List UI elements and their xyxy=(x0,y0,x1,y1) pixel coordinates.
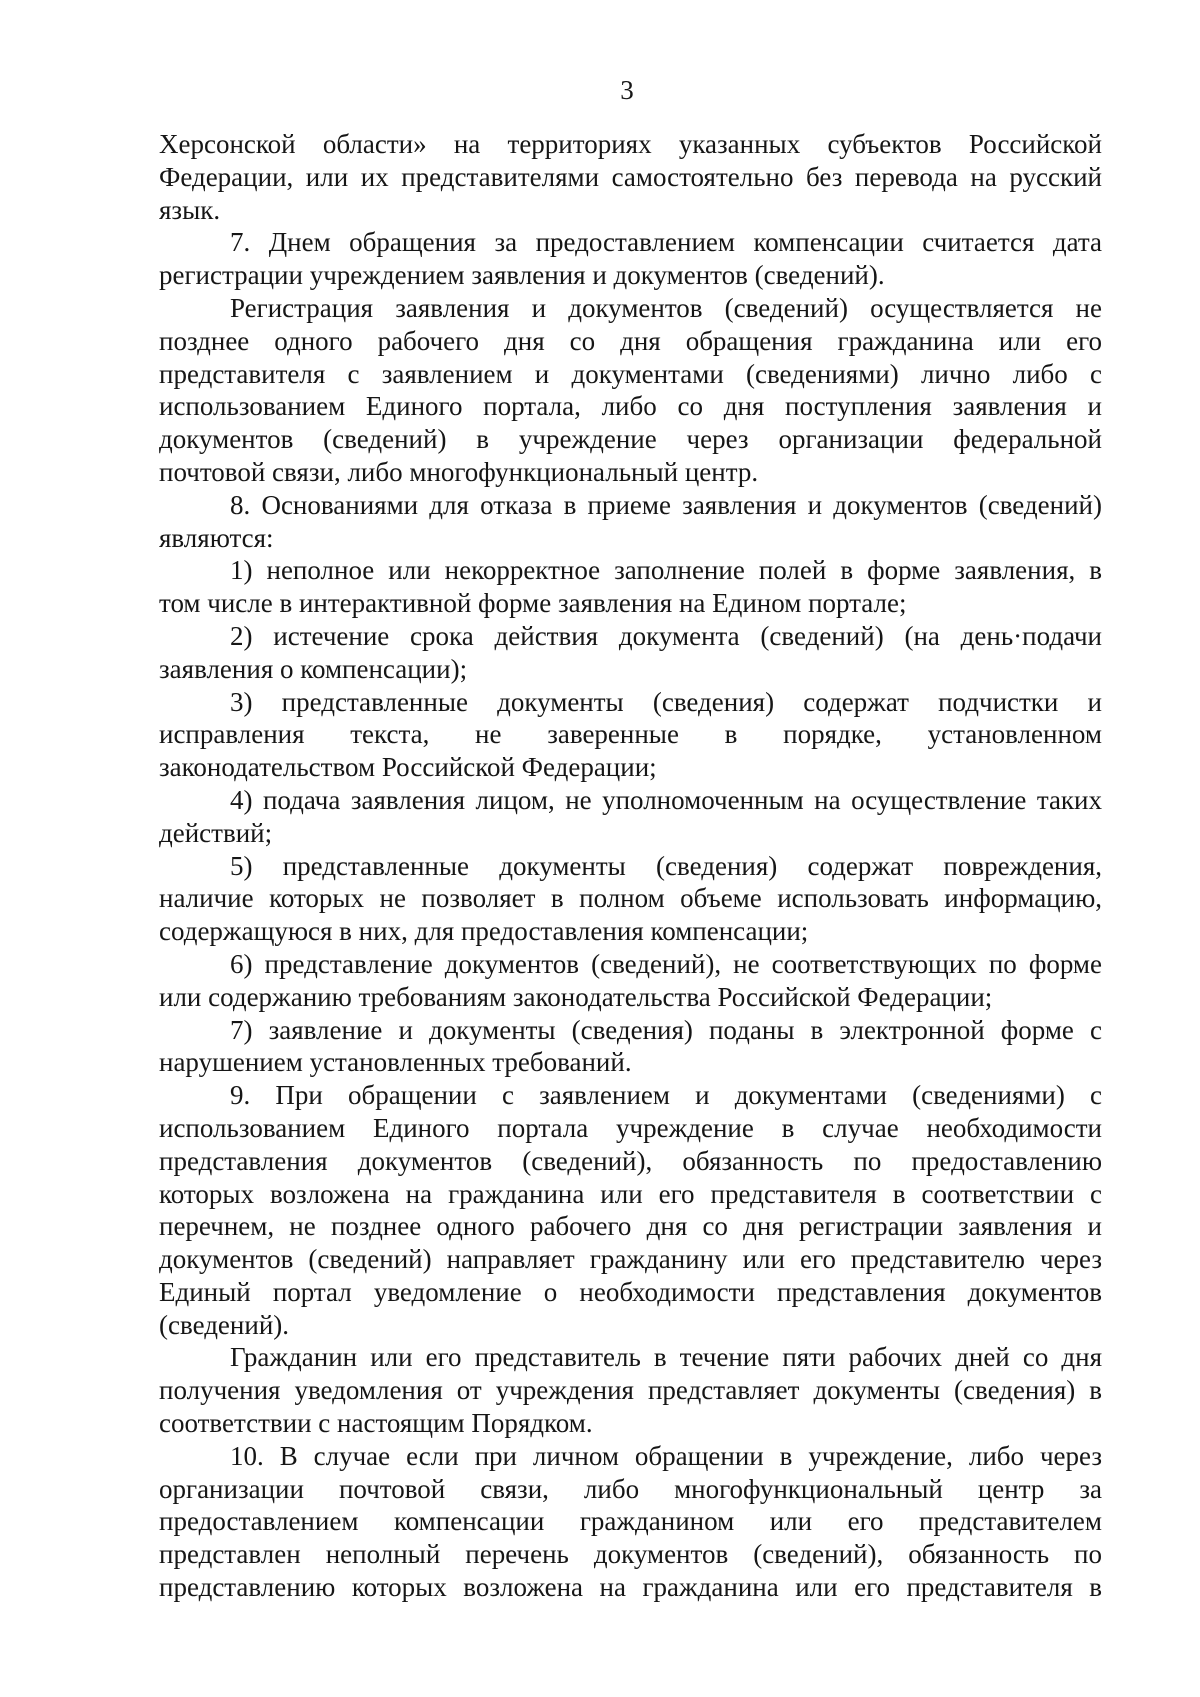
text-line: 4) подача заявления лицом, не уполномоченным на осуществление таких xyxy=(230,784,1102,815)
text-line: 7) заявление и документы (сведения) поданы в электронной форме с xyxy=(230,1014,1102,1045)
text-line: наличие которых не позволяет в полном объеме использовать информацию, xyxy=(159,883,1102,914)
text-line: которых возложена на гражданина или его представителя в соответствии с xyxy=(159,1178,1102,1209)
text-line: Единый портал уведомление о необходимости представления документов xyxy=(159,1276,1102,1307)
text-line: почтовой связи, либо многофункциональный центр. xyxy=(159,456,759,487)
text-line: содержащуюся в них, для предоставления компенсации; xyxy=(159,916,809,947)
text-line: позднее одного рабочего дня со дня обращения гражданина или его xyxy=(159,325,1102,356)
text-line: использованием Единого портала, либо со дня поступления заявления и xyxy=(159,391,1102,422)
document-body xyxy=(159,128,1102,1604)
text-line: 9. При обращении с заявлением и документами (сведениями) с xyxy=(230,1080,1102,1111)
text-line: заявления о компенсации); xyxy=(159,653,468,684)
text-line: 7. Днем обращения за предоставлением компенсации считается дата xyxy=(230,227,1102,258)
text-line: предоставлением компенсации гражданином или его представителем xyxy=(159,1506,1102,1537)
text-line: нарушением установленных требований. xyxy=(159,1047,632,1078)
text-line: 1) неполное или некорректное заполнение полей в форме заявления, в xyxy=(230,555,1102,586)
text-line: документов (сведений) направляет гражданину или его представителю через xyxy=(159,1244,1102,1275)
page-number: 3 xyxy=(620,75,634,105)
text-line: регистрации учреждением заявления и документов (сведений). xyxy=(159,260,885,291)
text-line: организации почтовой связи, либо многофункциональный центр за xyxy=(159,1473,1102,1504)
text-line: представлению которых возложена на гражданина или его представителя в xyxy=(159,1572,1102,1603)
text-line: язык. xyxy=(159,194,221,225)
text-line: соответствии с настоящим Порядком. xyxy=(159,1408,593,1439)
text-line: (сведений). xyxy=(159,1309,290,1340)
text-line: или содержанию требованиям законодательства Российской Федерации; xyxy=(159,981,993,1012)
text-line: получения уведомления от учреждения представляет документы (сведения) в xyxy=(159,1375,1102,1406)
text-line: представления документов (сведений), обязанность по предоставлению xyxy=(159,1145,1102,1176)
text-line: представителя с заявлением и документами (сведениями) лично либо с xyxy=(159,358,1102,389)
text-line: 10. В случае если при личном обращении в учреждение, либо через xyxy=(230,1440,1102,1471)
text-line: 8. Основаниями для отказа в приеме заявления и документов (сведений) xyxy=(230,489,1102,520)
text-line: том числе в интерактивной форме заявления на Едином портале; xyxy=(159,588,907,619)
text-line: Херсонской области» на территориях указанных субъектов Российской xyxy=(159,129,1102,159)
text-line: представлен неполный перечень документов (сведений), обязанность по xyxy=(159,1539,1102,1570)
text-line: Гражданин или его представитель в течение пяти рабочих дней со дня xyxy=(230,1342,1102,1373)
text-line: 5) представленные документы (сведения) содержат повреждения, xyxy=(230,850,1102,881)
text-line: перечнем, не позднее одного рабочего дня со дня регистрации заявления и xyxy=(159,1211,1102,1242)
text-line: законодательством Российской Федерации; xyxy=(159,752,657,783)
text-line: документов (сведений) в учреждение через организации федеральной xyxy=(159,424,1102,455)
text-line: являются: xyxy=(159,522,274,553)
text-line: исправления текста, не заверенные в порядке, установленном xyxy=(159,719,1102,750)
text-line: 2) истечение срока действия документа (сведений) (на день·подачи xyxy=(230,620,1102,651)
text-line: действий; xyxy=(159,817,273,848)
text-line: Федерации, или их представителями самостоятельно без перевода на русский xyxy=(159,161,1102,192)
text-line: 3) представленные документы (сведения) содержат подчистки и xyxy=(230,686,1102,717)
text-line: Регистрация заявления и документов (сведений) осуществляется не xyxy=(230,292,1102,323)
text-line: использованием Единого портала учреждение в случае необходимости xyxy=(159,1112,1102,1143)
text-line: 6) представление документов (сведений), не соответствующих по форме xyxy=(230,948,1102,979)
